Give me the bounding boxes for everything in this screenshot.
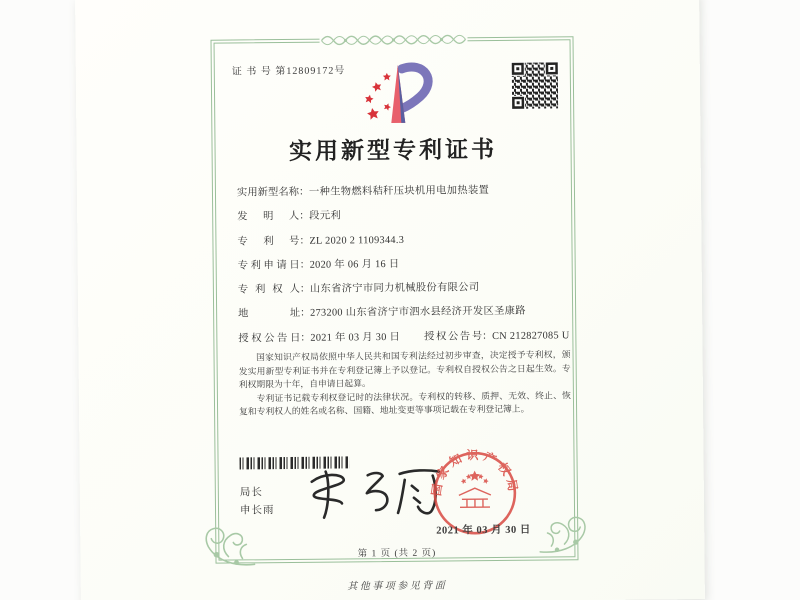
seal-text: 国家知识产权局: [429, 448, 521, 497]
certificate-number: 证 书 号 第12809172号: [231, 65, 346, 78]
field-label: 专利申请日: [237, 259, 300, 272]
legal-paragraph-1: 国家知识产权局依照中华人民共和国专利法经过初步审查，决定授予专利权，颁发实用新型专利证书并在专利登记簿上予以登记。专利权自授权公告之日起生效。专利权期限为十年，自申请日起算。: [238, 349, 571, 390]
field-value: 2021 年 03 月 30 日: [310, 331, 401, 344]
field-row-patentee: [238, 275, 570, 302]
field-value-grant-number: CN 212827085 U: [492, 330, 570, 342]
cnipa-logo-icon: [360, 61, 435, 128]
seal-date: 2021 年 03 月 30 日: [436, 524, 531, 537]
legal-paragraph-2: 专利证书记载专利权登记时的法律状况。专利权的转移、质押、无效、终止、恢复和专利权人的姓名或名称、国籍、地址变更等事项记载在专利登记簿上。: [239, 390, 571, 417]
field-value: 一种生物燃料秸秆压块机用电加热装置: [308, 185, 490, 198]
field-value: 山东省济宁市同力机械股份有限公司: [309, 282, 480, 295]
director-name: 申长雨: [239, 504, 275, 516]
field-label: 专利号: [237, 235, 300, 248]
field-colon: ：: [300, 308, 311, 320]
director-title: 局长: [239, 487, 263, 499]
field-value: 2020 年 06 月 16 日: [309, 258, 400, 271]
field-row-invention-name: [237, 178, 569, 205]
field-label: 专利权人: [237, 284, 300, 296]
qr-code: [511, 61, 559, 109]
certificate-border-frame: [211, 36, 579, 593]
field-list: [237, 178, 571, 351]
field-value: 段元利: [309, 210, 342, 223]
field-value: 273200 山东省济宁市泗水县经济开发区圣康路: [310, 306, 526, 320]
field-value: ZL 2020 2 1109344.3: [309, 234, 405, 247]
field-label: 授权公告日: [238, 332, 301, 345]
field-label-grant-number: 授权公告号: [424, 330, 483, 343]
field-label: 地址: [238, 308, 301, 320]
field-colon: ：: [299, 211, 310, 223]
field-label: 发明人: [237, 211, 300, 223]
legal-text: [238, 348, 571, 419]
corner-flourish-left: [194, 504, 259, 569]
field-row-inventor: [237, 203, 569, 230]
field-row-filing-date: [238, 251, 570, 278]
corner-flourish-right: [536, 495, 597, 556]
field-colon: ：: [299, 259, 311, 271]
field-row-patent-number: [237, 227, 569, 254]
field-colon: ：: [299, 235, 310, 247]
field-colon: ：: [482, 330, 493, 342]
page-number: 第 1 页 (共 2 页): [357, 548, 437, 560]
field-label: 实用新型名称: [236, 186, 300, 199]
certificate-title: 实用新型专利证书: [288, 136, 498, 164]
field-colon: ：: [298, 186, 310, 198]
field-row-grant-date: [238, 324, 570, 351]
field-colon: ：: [299, 283, 311, 296]
field-colon: ：: [300, 332, 311, 344]
certificate-sheet: [75, 0, 705, 600]
back-side-note: 其他事项参见背面: [347, 580, 448, 593]
top-border-ornament: [319, 29, 467, 50]
field-row-address: [238, 300, 570, 327]
